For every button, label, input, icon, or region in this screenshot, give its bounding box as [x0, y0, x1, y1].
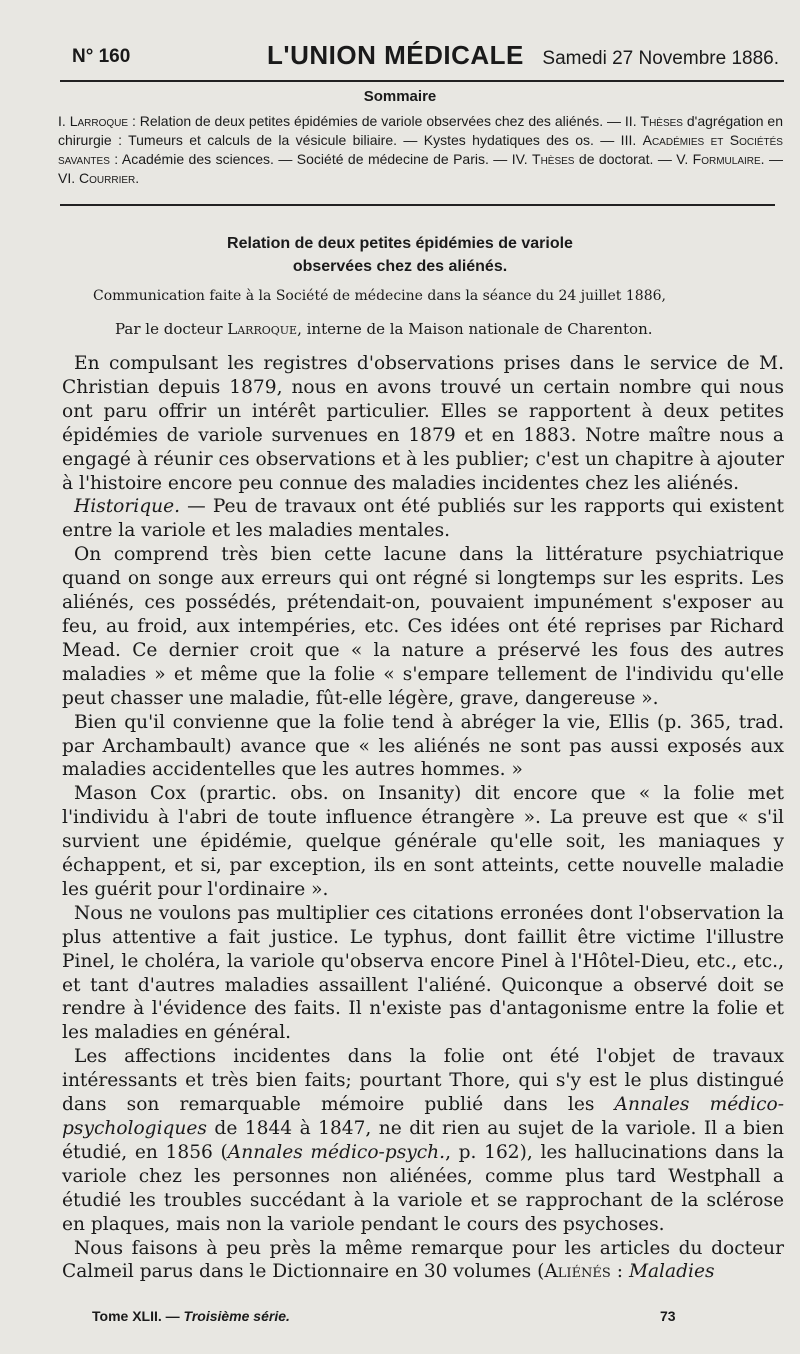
sommaire-part: de doctorat. — V. — [574, 151, 693, 167]
issue-date: Samedi 27 Novembre 1886. — [542, 48, 779, 69]
paragraph-part: Annales médico-psych. — [227, 1141, 446, 1163]
paragraph: En compulsant les registres d'observations prises dans le service de M. Christian depuis 1879, nous en avons trouvé un certain nombre qui nous ont paru offrir un intérêt particulier. Elles se rapportent à deux petites épidémies de variole survenues en 1879 et en 1883. Notre maître nous a engagé à réunir ces observations et à les publier; c'est un chapitre à ajouter à l'histoire encore peu connue des maladies incidentes chez les aliénés. — [62, 353, 784, 494]
paragraph-part: — Peu de travaux ont été publiés sur les rapports qui existent entre la variole et les maladies mentales. — [62, 496, 784, 542]
paragraph-part: de 1844 à 1847, ne dit rien au sujet de la variole. Il a bien étudié, en 1856 ( — [62, 1118, 784, 1163]
article-title-line-2: observées chez des aliénés. — [292, 258, 508, 275]
paragraph — [62, 1237, 784, 1285]
author-part: , interne de la Maison nationale de Charenton. — [297, 320, 653, 338]
section-label: Historique. — [74, 496, 180, 518]
sommaire-part: . — VI. — [58, 151, 783, 186]
sommaire-part: I. — [58, 113, 70, 129]
sommaire-part: Formulaire — [692, 151, 761, 167]
issue-number: N° 160 — [72, 46, 131, 67]
series-label: Troisième série. — [183, 1308, 290, 1324]
paragraph-part: , p. 162), les hallucinations dans la variole chez les personnes non aliénées, comme plus tard Westphall a étudié les troubles succédant à la variole et se rapprochant de la sclérose en plaques, mais non la variole pendant le cours des psychoses. — [62, 1141, 784, 1235]
sommaire-part: Larroque — [69, 113, 129, 129]
communication-note: Communication faite à la Société de médecine dans la séance du 24 juillet 1886, — [93, 288, 666, 304]
sommaire-part: Thèses — [532, 151, 575, 167]
tome-label: Tome XLII. — — [92, 1308, 184, 1324]
article-body — [62, 352, 784, 1284]
paragraph: Mason Cox (prartic. obs. on Insanity) dit encore que « la folie met l'individu à l'abri de toute influence étrangère ». La preuve est que « s'il survient une épidémie, quelque générale qu'elle soit, les maniaques y échappent, et si, par exception, ils en sont atteints, cette nouvelle maladie les guérit pour l'ordinaire ». — [62, 783, 784, 900]
paragraph-part: Annales médico-psychologiques — [62, 1094, 784, 1139]
author-name: Larroque — [227, 320, 298, 338]
page-footer — [92, 1308, 692, 1324]
header-rule — [60, 80, 784, 82]
journal-title: L'UNION MÉDICALE — [267, 40, 524, 70]
paragraph — [62, 1045, 784, 1236]
article-title — [0, 232, 800, 278]
sommaire-part: Thèses — [640, 113, 683, 129]
paragraph-part: Les affections incidentes dans la folie ont été l'objet de travaux intéressants et très bien faits; pourtant Thore, qui s'y est le plus distingué dans son remarquable mémoire publié dans les — [62, 1046, 784, 1116]
author-line — [115, 320, 653, 338]
sommaire-part: . — [135, 170, 140, 186]
sommaire-title: Sommaire — [363, 88, 437, 105]
paragraph-part: : — [610, 1261, 629, 1283]
paragraph: On comprend très bien cette lacune dans la littérature psychiatrique quand on songe aux erreurs qui ont régné si longtemps sur les esprits. Les aliénés, ces possédés, prétendait-on, pouvaient impunément s'exposer au feu, au froid, aux intempéries, etc. Ces idées ont été reprises par Richard Mead. Ce dernier croit que « la nature a préservé les fous des autres maladies » et même que la folie « s'empare tellement de l'individu qu'elle peut chasser une maladie, fût-elle légère, grave, dangereuse ». — [62, 544, 784, 709]
page-number: 73 — [660, 1308, 676, 1324]
paragraph — [62, 495, 784, 543]
sommaire-part: Courrier — [79, 170, 136, 186]
sommaire-part: Académies et Sociétés savantes — [58, 132, 783, 167]
article-title-line-1: Relation de deux petites épidémies de variole — [227, 235, 573, 252]
paragraph-part: Nous faisons à peu près la même remarque pour les articles du docteur Calmeil parus dans le Dictionnaire en 30 volumes ( — [62, 1237, 784, 1283]
paragraph: Nous ne voulons pas multiplier ces citations erronées dont l'observation la plus attentive a fait justice. Le typhus, dont faillit être victime l'illustre Pinel, le choléra, la variole qu'observa encore Pinel à l'Hôtel-Dieu, etc., etc., et tant d'autres maladies assaillent l'aliéné. Quiconque a observé doit se rendre à l'évidence des faits. Il n'existe pas d'antagonisme entre la folie et les maladies en général. — [62, 902, 784, 1044]
paragraph-part: Aliénés — [544, 1261, 611, 1283]
page-header — [72, 38, 787, 78]
sommaire-rule — [60, 204, 775, 206]
paragraph: Bien qu'il convienne que la folie tend à abréger la vie, Ellis (p. 365, trad. par Archambault) avance que « les aliénés ne sont pas aussi exposés aux maladies accidentelles que les autres hommes. » — [62, 711, 784, 781]
paragraph-part: Maladies — [628, 1261, 715, 1283]
sommaire-part: : Académie des sciences. — Société de médecine de Paris. — IV. — [109, 151, 533, 167]
sommaire-part: : Relation de deux petites épidémies de variole observées chez des aliénés. — II. — [128, 113, 641, 129]
author-part: Par le docteur — [115, 320, 228, 338]
sommaire-part: d'agrégation en chirurgie : Tumeurs et calculs de la vésicule biliaire. — Kystes hydatiques des os. — III. — [58, 113, 783, 148]
sommaire-text — [58, 112, 783, 188]
